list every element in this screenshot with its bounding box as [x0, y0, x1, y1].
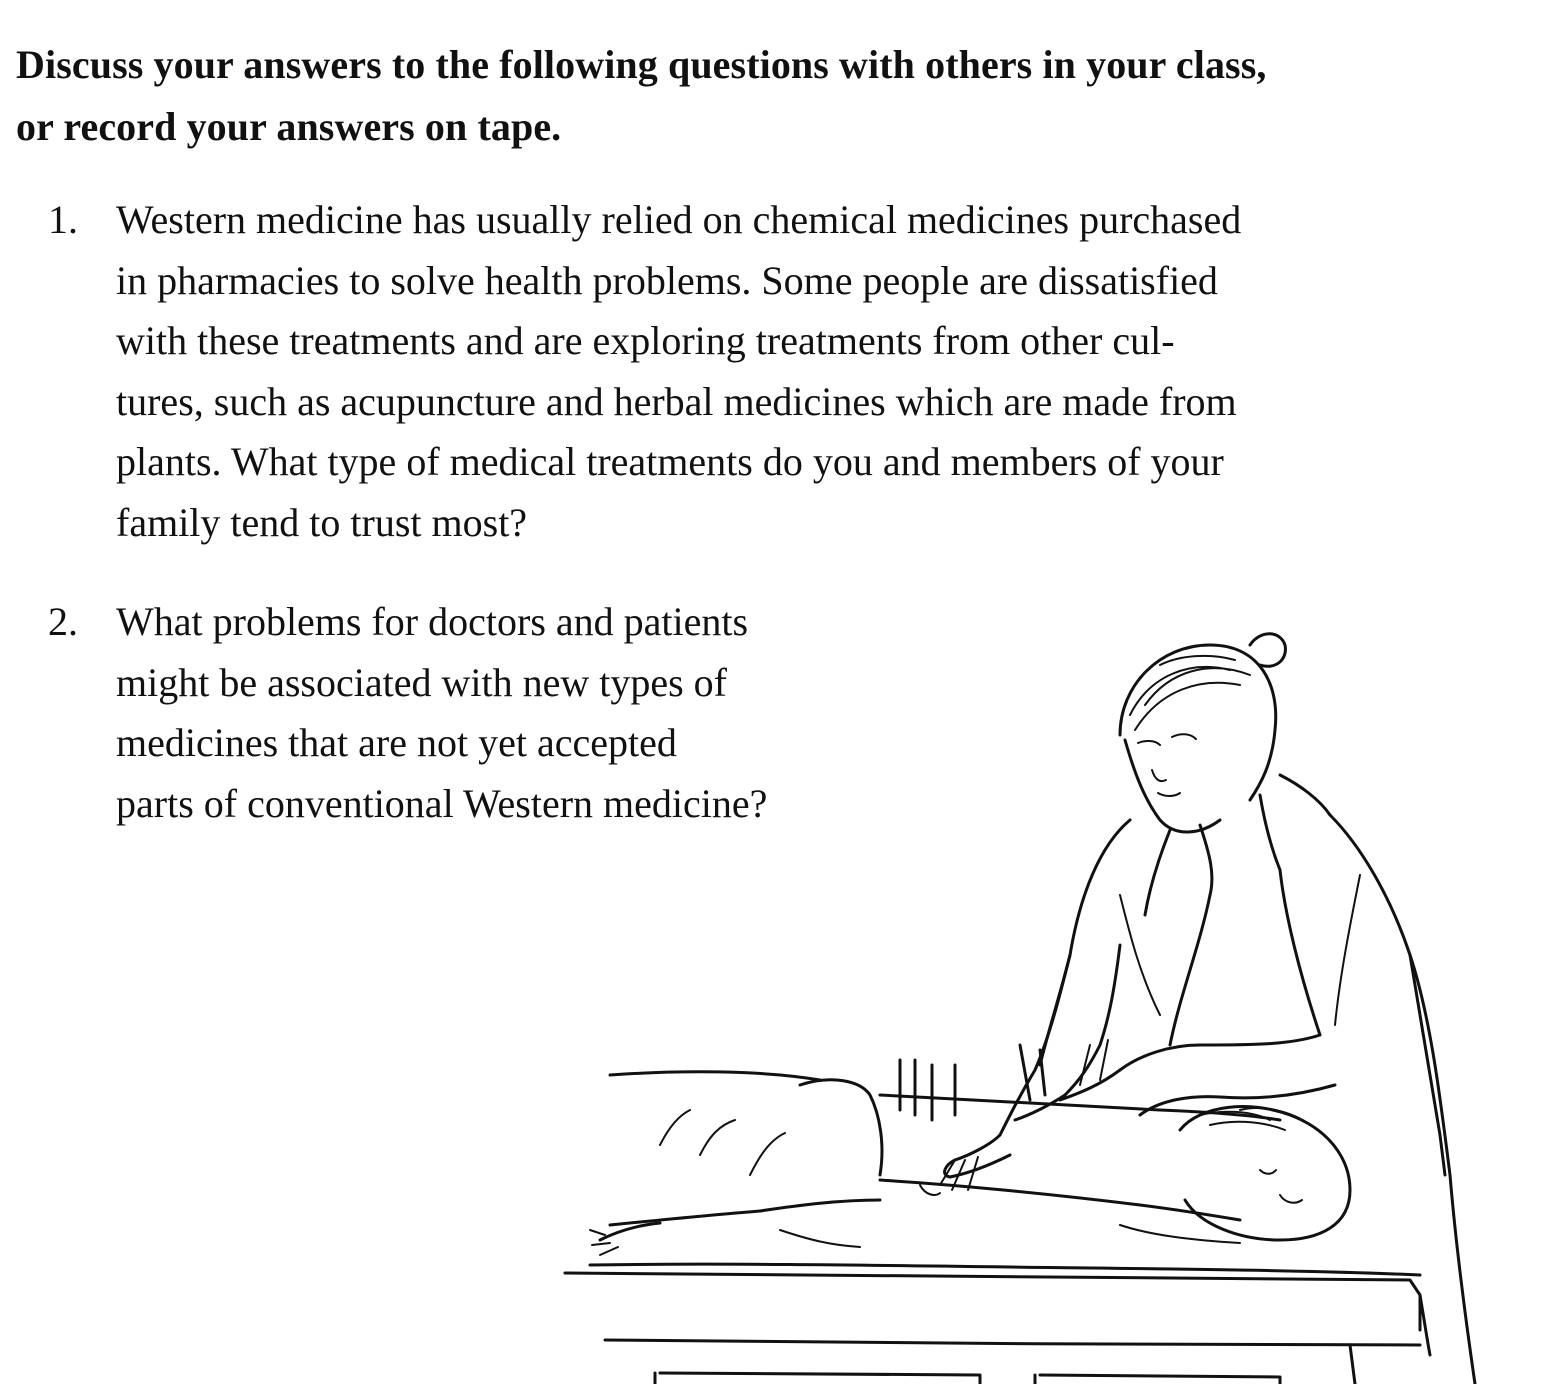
question-1-line: in pharmacies to solve health problems. Some people are dissatisfied — [116, 257, 1218, 303]
question-2-line: parts of conventional Western medicine? — [116, 780, 768, 826]
instructions-line-1: Discuss your answers to the following questions with others in your class, — [16, 42, 1267, 87]
instructions-line-2: or record your answers on tape. — [16, 104, 562, 149]
question-2-line: might be associated with new types of — [116, 659, 727, 705]
patient-figure — [590, 1045, 1420, 1275]
acupuncture-illustration-icon — [560, 615, 1500, 1384]
question-1-line: with these treatments and are exploring treatments from other cul- — [116, 318, 1175, 363]
instructions-heading — [16, 34, 1536, 158]
massage-table — [565, 1273, 1430, 1384]
question-1 — [48, 190, 1548, 553]
question-1-number: 1. — [48, 197, 78, 242]
question-1-line: Western medicine has usually relied on chemical medicines purchased — [116, 197, 1242, 242]
question-2-number: 2. — [48, 599, 78, 644]
question-2-line: What problems for doctors and patients — [116, 599, 749, 644]
question-1-line: tures, such as acupuncture and herbal medicines which are made from — [116, 378, 1237, 424]
question-2-line: medicines that are not yet accepted — [116, 720, 677, 765]
question-1-line: family tend to trust most? — [116, 499, 528, 545]
question-1-text — [116, 190, 1546, 553]
practitioner-figure — [940, 634, 1475, 1384]
question-1-line: plants. What type of medical treatments do you and members of your — [116, 439, 1224, 484]
